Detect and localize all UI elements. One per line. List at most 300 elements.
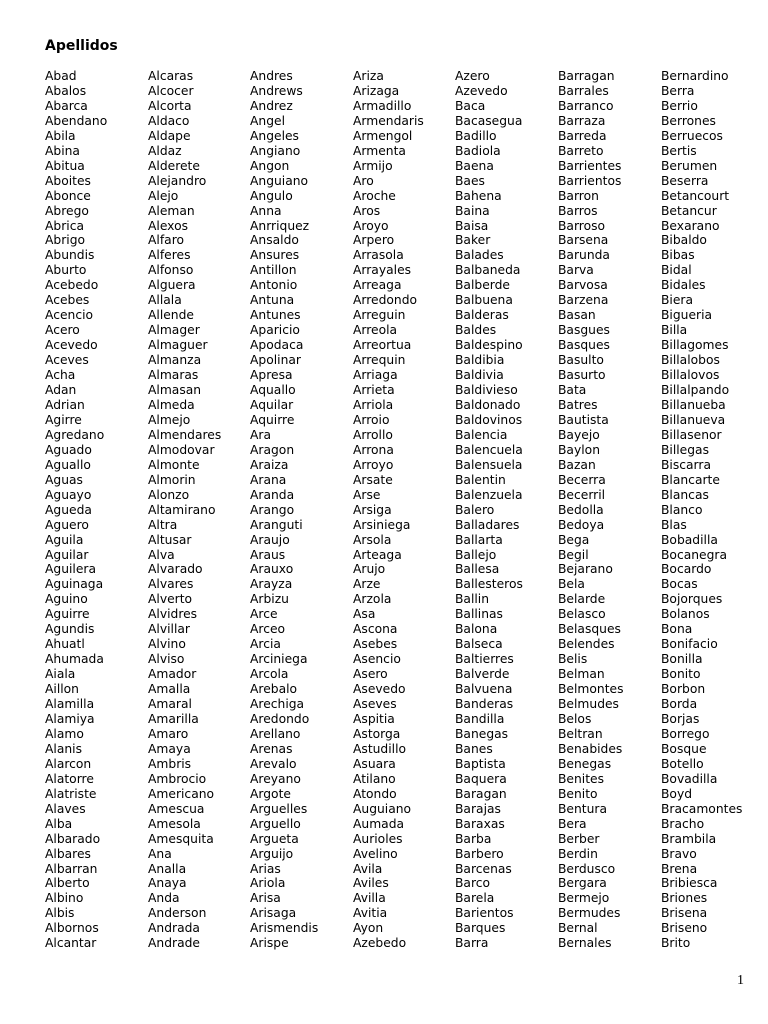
surname-entry: Bidales [661, 278, 706, 293]
surname-entry: Aquilar [250, 397, 294, 412]
surname-entry: Anguiano [250, 173, 309, 188]
surname-entry: Bracho [661, 816, 705, 831]
surname-entry: Acebedo [45, 278, 99, 293]
surname-entry: Arreola [353, 323, 398, 338]
surname-entry: Alamiya [45, 711, 95, 726]
surname-entry: Barrales [558, 83, 609, 98]
surname-entry: Bejarano [558, 562, 613, 577]
surname-entry: Atilano [353, 771, 396, 786]
surname-entry: Bonito [661, 667, 701, 682]
surname-entry: Ballejo [455, 547, 497, 562]
surname-entry: Arrayales [353, 263, 412, 278]
surname-entry: Arrona [353, 442, 394, 457]
surname-entry: Betancourt [661, 188, 730, 203]
surname-entry: Almorin [148, 472, 196, 487]
surname-entry: Aguero [45, 517, 89, 532]
surname-entry: Arayza [250, 577, 293, 592]
surname-entry: Barra [455, 936, 489, 951]
surname-entry: Amaro [148, 726, 189, 741]
surname-entry: Arredondo [353, 293, 418, 308]
surname-entry: Almager [148, 323, 200, 338]
surname-entry: Barcenas [455, 861, 512, 876]
surname-entry: Araiza [250, 457, 289, 472]
surname-entry: Alguera [148, 278, 196, 293]
surname-column-6 [558, 69, 662, 951]
surname-entry: Arisa [250, 891, 281, 906]
surname-entry: Barques [455, 921, 506, 936]
surname-entry: Ayon [353, 921, 384, 936]
surname-entry: Belasques [558, 622, 621, 637]
surname-entry: Alamo [45, 726, 84, 741]
surname-entry: Baptista [455, 756, 506, 771]
surname-entry: Ahumada [45, 652, 104, 667]
surname-entry: Balverde [455, 667, 510, 682]
surname-entry: Beltran [558, 726, 603, 741]
surname-entry: Almendares [148, 427, 222, 442]
surname-entry: Alejandro [148, 173, 207, 188]
surname-entry: Balseca [455, 637, 503, 652]
surname-entry: Ascona [353, 622, 398, 637]
surname-entry: Bocardo [661, 562, 712, 577]
surname-entry: Allende [148, 308, 194, 323]
surname-entry: Alberto [45, 876, 90, 891]
surname-entry: Ariola [250, 876, 286, 891]
surname-entry: Bosque [661, 741, 707, 756]
surname-entry: Alfaro [148, 233, 185, 248]
surname-entry: Alva [148, 547, 175, 562]
surname-entry: Bedolla [558, 502, 604, 517]
surname-entry: Arellano [250, 726, 301, 741]
surname-entry: Aquallo [250, 383, 296, 398]
page-number: 1 [737, 973, 744, 988]
surname-entry: Aro [353, 173, 374, 188]
surname-entry: Beserra [661, 173, 709, 188]
surname-entry: Alexos [148, 218, 189, 233]
surname-entry: Basurto [558, 368, 606, 383]
surname-entry: Blas [661, 517, 687, 532]
surname-entry: Berrio [661, 98, 698, 113]
surname-entry: Basulto [558, 353, 604, 368]
surname-entry: Balades [455, 248, 504, 263]
surname-entry: Arze [353, 577, 381, 592]
surname-entry: Abonce [45, 188, 91, 203]
surname-entry: Aguayo [45, 487, 92, 502]
surname-entry: Arciniega [250, 652, 308, 667]
surname-entry: Aroyo [353, 218, 389, 233]
surname-entry: Ballesteros [455, 577, 523, 592]
surname-entry: Ana [148, 846, 172, 861]
surname-entry: Barrientes [558, 158, 622, 173]
surname-entry: Bonifacio [661, 637, 718, 652]
surname-entry: Bernal [558, 921, 598, 936]
surname-entry: Berumen [661, 158, 718, 173]
surname-entry: Arisaga [250, 906, 297, 921]
surname-entry: Aguilera [45, 562, 97, 577]
surname-entry: Aguinaga [45, 577, 104, 592]
surname-entry: Benites [558, 771, 605, 786]
surname-entry: Barvosa [558, 278, 608, 293]
surname-entry: Belmontes [558, 682, 624, 697]
surname-entry: Alvino [148, 637, 186, 652]
surname-entry: Baldivia [455, 368, 504, 383]
surname-entry: Bocanegra [661, 547, 728, 562]
surname-entry: Alcantar [45, 936, 97, 951]
surname-entry: Aleman [148, 203, 195, 218]
surname-entry: Aceves [45, 353, 89, 368]
surname-entry: Acha [45, 368, 76, 383]
surname-entry: Alvillar [148, 622, 190, 637]
surname-entry: Arango [250, 502, 295, 517]
surname-entry: Barreda [558, 128, 607, 143]
surname-entry: Andrade [148, 936, 200, 951]
surname-entry: Armijo [353, 158, 393, 173]
surname-entry: Alferes [148, 248, 191, 263]
surname-entry: Arsola [353, 532, 392, 547]
surname-entry: Arrequin [353, 353, 406, 368]
surname-entry: Bernales [558, 936, 612, 951]
surname-entry: Baldivieso [455, 383, 518, 398]
surname-entry: Billalovos [661, 368, 720, 383]
surname-entry: Amescua [148, 801, 205, 816]
surname-entry: Antuna [250, 293, 295, 308]
surname-entry: Baker [455, 233, 491, 248]
surname-entry: Berra [661, 83, 695, 98]
surname-entry: Arispe [250, 936, 289, 951]
surname-entry: Aranguti [250, 517, 303, 532]
surname-entry: Billa [661, 323, 688, 338]
surname-entry: Abitua [45, 158, 85, 173]
surname-entry: Anda [148, 891, 180, 906]
surname-entry: Belmudes [558, 697, 619, 712]
surname-entry: Abad [45, 69, 77, 83]
surname-entry: Alcocer [148, 83, 194, 98]
surname-entry: Anderson [148, 906, 207, 921]
surname-entry: Aquirre [250, 412, 295, 427]
surname-entry: Balladares [455, 517, 520, 532]
surname-entry: Arriaga [353, 368, 398, 383]
surname-entry: Barron [558, 188, 599, 203]
surname-entry: Anaya [148, 876, 187, 891]
surname-entry: Aguado [45, 442, 92, 457]
surname-entry: Barraza [558, 113, 606, 128]
surname-entry: Acevedo [45, 338, 98, 353]
surname-entry: Borrego [661, 726, 710, 741]
surname-entry: Amarilla [148, 711, 199, 726]
surname-entry: Bravo [661, 846, 697, 861]
surname-entry: Aldaz [148, 143, 182, 158]
surname-entry: Benabides [558, 741, 623, 756]
surname-entry: Andres [250, 69, 293, 83]
surname-entry: Balbaneda [455, 263, 521, 278]
surname-entry: Baina [455, 203, 490, 218]
surname-entry: Balero [455, 502, 495, 517]
surname-entry: Arizaga [353, 83, 400, 98]
surname-entry: Bracamontes [661, 801, 743, 816]
surname-entry: Alviso [148, 652, 185, 667]
surname-entry: Balencia [455, 427, 508, 442]
surname-entry: Almodovar [148, 442, 215, 457]
surname-entry: Arechiga [250, 697, 305, 712]
surname-entry: Asencio [353, 652, 401, 667]
surname-entry: Barba [455, 831, 492, 846]
surname-entry: Bautista [558, 412, 609, 427]
surname-entry: Balbuena [455, 293, 513, 308]
surname-entry: Albarado [45, 831, 101, 846]
surname-entry: Altusar [148, 532, 192, 547]
surname-entry: Acebes [45, 293, 90, 308]
surname-entry: Asuara [353, 756, 396, 771]
surname-entry: Baraxas [455, 816, 505, 831]
surname-entry: Areyano [250, 771, 301, 786]
surname-entry: Billalpando [661, 383, 730, 398]
surname-entry: Baldespino [455, 338, 523, 353]
surname-entry: Aredondo [250, 711, 310, 726]
surname-entry: Amaya [148, 741, 191, 756]
surname-entry: Barranco [558, 98, 614, 113]
surname-entry: Barva [558, 263, 594, 278]
surname-entry: Belendes [558, 637, 615, 652]
surname-entry: Billanueba [661, 397, 726, 412]
surname-entry: Andrews [250, 83, 303, 98]
surname-entry: Antonio [250, 278, 298, 293]
surname-entry: Ansures [250, 248, 300, 263]
surname-entry: Basques [558, 338, 610, 353]
surname-entry: Biera [661, 293, 694, 308]
surname-entry: Barela [455, 891, 495, 906]
surname-entry: Balentin [455, 472, 506, 487]
surname-entry: Bonilla [661, 652, 703, 667]
surname-entry: Allala [148, 293, 182, 308]
surname-entry: Armengol [353, 128, 413, 143]
surname-entry: Alatorre [45, 771, 94, 786]
surname-entry: Albarran [45, 861, 98, 876]
surname-entry: Albino [45, 891, 84, 906]
surname-entry: Aguas [45, 472, 83, 487]
surname-entry: Barajas [455, 801, 501, 816]
surname-entry: Bexarano [661, 218, 720, 233]
surname-entry: Baca [455, 98, 486, 113]
surname-entry: Ariza [353, 69, 384, 83]
surname-entry: Apodaca [250, 338, 304, 353]
surname-entry: Adrian [45, 397, 85, 412]
surname-entry: Billagomes [661, 338, 729, 353]
surname-entry: Barbero [455, 846, 504, 861]
surname-entry: Basgues [558, 323, 610, 338]
surname-entry: Biscarra [661, 457, 711, 472]
surname-entry: Alatriste [45, 786, 97, 801]
surname-entry: Baragan [455, 786, 507, 801]
surname-entry: Argote [250, 786, 291, 801]
surname-entry: Alamilla [45, 697, 95, 712]
surname-entry: Arreaga [353, 278, 402, 293]
surname-entry: Angulo [250, 188, 293, 203]
surname-entry: Badiola [455, 143, 501, 158]
surname-entry: Ballesa [455, 562, 500, 577]
surname-entry: Arpero [353, 233, 395, 248]
surname-entry: Aguirre [45, 607, 90, 622]
surname-entry: Arguelles [250, 801, 308, 816]
surname-entry: Abina [45, 143, 80, 158]
surname-column-1 [45, 69, 149, 951]
surname-entry: Aguallo [45, 457, 91, 472]
surname-entry: Arroio [353, 412, 390, 427]
surname-entry: Aranda [250, 487, 295, 502]
surname-entry: Ballarta [455, 532, 503, 547]
surname-entry: Abrica [45, 218, 84, 233]
surname-entry: Belis [558, 652, 588, 667]
surname-entry: Arrollo [353, 427, 393, 442]
surname-entry: Agundis [45, 622, 95, 637]
surname-entry: Bayejo [558, 427, 600, 442]
surname-entry: Asevedo [353, 682, 406, 697]
surname-entry: Bobadilla [661, 532, 718, 547]
surname-entry: Baldonado [455, 397, 521, 412]
surname-entry: Arce [250, 607, 278, 622]
surname-entry: Arsiga [353, 502, 392, 517]
surname-entry: Araujo [250, 532, 290, 547]
surname-entry: Arbizu [250, 592, 289, 607]
surname-entry: Baisa [455, 218, 489, 233]
surname-entry: Amalla [148, 682, 191, 697]
surname-entry: Arreortua [353, 338, 412, 353]
surname-columns [45, 69, 745, 959]
surname-entry: Aspitia [353, 711, 395, 726]
surname-entry: Almeda [148, 397, 195, 412]
surname-entry: Abendano [45, 113, 108, 128]
surname-entry: Almejo [148, 412, 191, 427]
surname-entry: Brena [661, 861, 698, 876]
surname-entry: Abarca [45, 98, 88, 113]
surname-entry: Alanis [45, 741, 82, 756]
surname-entry: Borda [661, 697, 698, 712]
surname-entry: Baldes [455, 323, 497, 338]
surname-entry: Bandilla [455, 711, 505, 726]
surname-entry: Astorga [353, 726, 401, 741]
surname-entry: Agueda [45, 502, 92, 517]
surname-entry: Azebedo [353, 936, 407, 951]
surname-entry: Aguilar [45, 547, 89, 562]
surname-entry: Billalobos [661, 353, 720, 368]
surname-entry: Baena [455, 158, 494, 173]
surname-entry: Analla [148, 861, 187, 876]
surname-entry: Arcia [250, 637, 281, 652]
surname-entry: Bedoya [558, 517, 605, 532]
surname-entry: Arias [250, 861, 281, 876]
surname-entry: Amador [148, 667, 197, 682]
surname-entry: Agirre [45, 412, 82, 427]
surname-entry: Alcorta [148, 98, 192, 113]
surname-entry: Almaguer [148, 338, 208, 353]
surname-entry: Bera [558, 816, 587, 831]
surname-entry: Bega [558, 532, 590, 547]
surname-entry: Anrriquez [250, 218, 310, 233]
surname-entry: Arana [250, 472, 287, 487]
surname-entry: Balencuela [455, 442, 523, 457]
surname-entry: Argueta [250, 831, 299, 846]
surname-entry: Barientos [455, 906, 514, 921]
surname-entry: Aseves [353, 697, 397, 712]
surname-entry: Balona [455, 622, 498, 637]
surname-entry: Aldape [148, 128, 191, 143]
surname-entry: Angel [250, 113, 285, 128]
surname-entry: Baes [455, 173, 485, 188]
surname-entry: Arauxo [250, 562, 294, 577]
surname-entry: Avila [353, 861, 383, 876]
surname-entry: Abrego [45, 203, 89, 218]
surname-entry: Ambris [148, 756, 192, 771]
surname-entry: Berrones [661, 113, 716, 128]
page-title: Apellidos [45, 38, 118, 54]
surname-entry: Berruecos [661, 128, 723, 143]
surname-entry: Balvuena [455, 682, 513, 697]
surname-entry: Abalos [45, 83, 87, 98]
surname-entry: Almaras [148, 368, 199, 383]
surname-entry: Bernardino [661, 69, 729, 83]
surname-entry: Aldaco [148, 113, 190, 128]
surname-entry: Ambrocio [148, 771, 207, 786]
surname-entry: Bidal [661, 263, 692, 278]
surname-entry: Americano [148, 786, 215, 801]
surname-entry: Adan [45, 383, 77, 398]
surname-entry: Aparicio [250, 323, 300, 338]
surname-entry: Banes [455, 741, 493, 756]
surname-entry: Blanco [661, 502, 703, 517]
surname-entry: Antunes [250, 308, 301, 323]
surname-entry: Bertis [661, 143, 697, 158]
surname-entry: Acencio [45, 308, 94, 323]
surname-entry: Anna [250, 203, 282, 218]
surname-column-2 [148, 69, 252, 951]
surname-entry: Aguino [45, 592, 88, 607]
surname-entry: Amesola [148, 816, 201, 831]
surname-entry: Armenta [353, 143, 406, 158]
surname-entry: Arse [353, 487, 381, 502]
surname-entry: Briseno [661, 921, 708, 936]
surname-entry: Arebalo [250, 682, 298, 697]
surname-entry: Aragon [250, 442, 295, 457]
surname-entry: Bribiesca [661, 876, 718, 891]
surname-entry: Arguijo [250, 846, 294, 861]
surname-entry: Banegas [455, 726, 509, 741]
surname-column-7 [661, 69, 765, 951]
surname-entry: Arsiniega [353, 517, 411, 532]
surname-entry: Arrasola [353, 248, 404, 263]
surname-entry: Bibas [661, 248, 695, 263]
surname-entry: Andrada [148, 921, 200, 936]
surname-entry: Angon [250, 158, 290, 173]
surname-entry: Bacasegua [455, 113, 523, 128]
surname-entry: Belman [558, 667, 605, 682]
surname-entry: Becerra [558, 472, 606, 487]
surname-entry: Arguello [250, 816, 301, 831]
surname-entry: Auguiano [353, 801, 412, 816]
surname-entry: Arevalo [250, 756, 297, 771]
surname-entry: Bocas [661, 577, 698, 592]
surname-entry: Arismendis [250, 921, 319, 936]
surname-entry: Badillo [455, 128, 497, 143]
surname-entry: Borjas [661, 711, 700, 726]
surname-entry: Arsate [353, 472, 393, 487]
surname-entry: Arzola [353, 592, 392, 607]
surname-entry: Alarcon [45, 756, 92, 771]
surname-entry: Benegas [558, 756, 612, 771]
surname-entry: Alfonso [148, 263, 194, 278]
surname-entry: Baylon [558, 442, 600, 457]
surname-entry: Alejo [148, 188, 179, 203]
surname-entry: Barunda [558, 248, 610, 263]
surname-entry: Araus [250, 547, 286, 562]
surname-entry: Bibaldo [661, 233, 707, 248]
